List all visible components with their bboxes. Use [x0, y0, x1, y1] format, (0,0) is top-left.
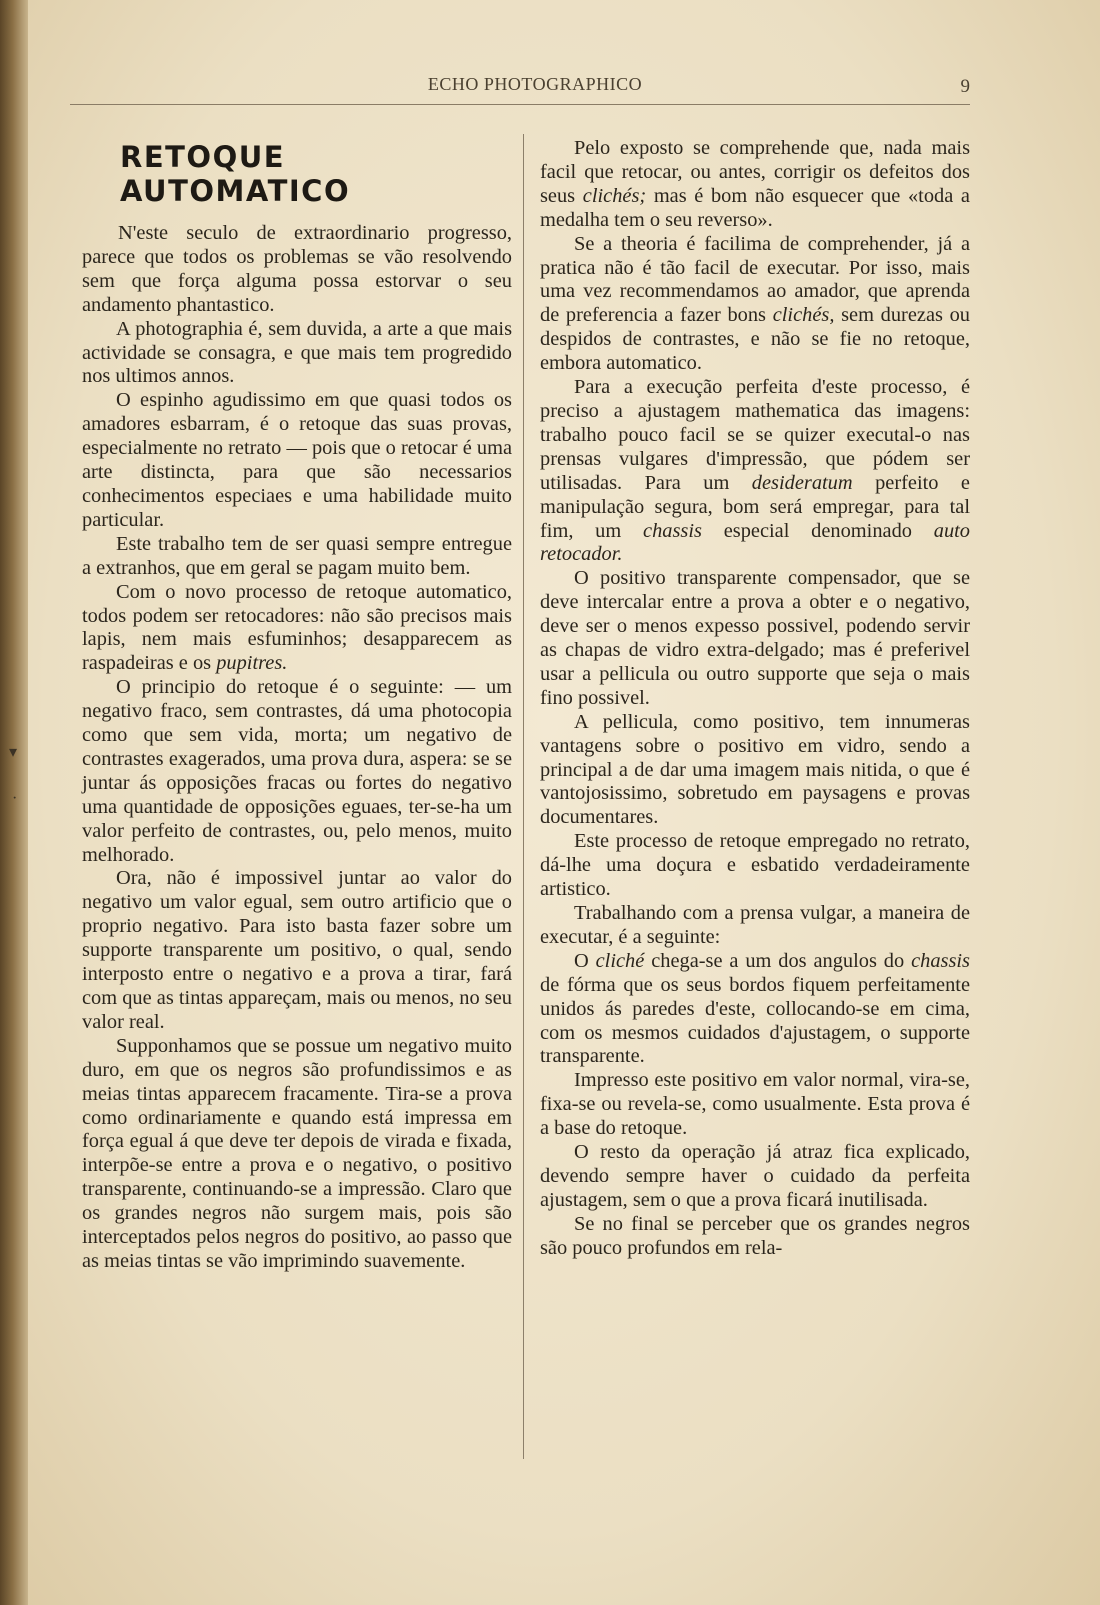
- italic-term: chassis: [911, 949, 970, 972]
- paragraph: A pellicula, como positivo, tem innumeras vantagens sobre o positivo em vidro, sendo a principal a de dar uma imagem mais nitida, o que é vantojosissimo, sobretudo em paysagens e provas documentares.: [540, 710, 970, 829]
- page-header: [100, 70, 970, 100]
- paragraph: [540, 233, 970, 376]
- paragraph: O espinho agudissimo em que quasi todos os amadores esbarram, é o retoque das suas provas, especialmente no retrato — pois que o retocar é uma arte distincta, para que são necessarios conhecimentos especiaes e uma habilidade muito particular.: [82, 389, 512, 531]
- paragraph-text: Para a execução perfeita d'este processo, é preciso a ajustagem mathematica das imagens: trabalho pouco facil se se quizer executal-o nas prensas vulgares d'impressão, que pódem ser utilisadas. Para um: [540, 376, 970, 494]
- paragraph-text: Se a theoria é facilima de comprehender, já a pratica não é tão facil de executar. Por isso, mais uma vez recommendamos ao amador, que aprenda de preferencia a fazer bons: [540, 232, 970, 327]
- left-column: [82, 134, 512, 1274]
- running-title: ECHO PHOTOGRAPHICO: [427, 74, 643, 94]
- paragraph: Trabalhando com a prensa vulgar, a maneira de executar, é a seguinte:: [540, 902, 970, 948]
- paragraph: Impresso este positivo em valor normal, vira-se, fixa-se ou revela-se, como usualmente. Esta prova é a base do retoque.: [540, 1069, 970, 1140]
- paragraph: N'este seculo de extraordinario progresso, parece que todos os problemas se vão resolvendo sem que força alguma possa estorvar o seu andamento phantastico.: [82, 222, 512, 316]
- margin-ink-mark: ▾: [9, 744, 18, 761]
- paragraph-text: chega-se a um dos angulos do: [651, 949, 905, 972]
- italic-term: cliché: [595, 949, 645, 972]
- italic-term: pupitres.: [216, 652, 288, 675]
- italic-term: clichés,: [772, 304, 835, 327]
- paragraph: [540, 376, 970, 567]
- page-number: 9: [960, 76, 970, 97]
- paragraph: Se no final se perceber que os grandes negros são pouco profundos em rela-: [540, 1212, 970, 1259]
- paragraph: [540, 950, 970, 1070]
- column-divider: [523, 134, 524, 1459]
- paragraph-text: mas é bom não esquecer que «toda a medalha tem o seu reverso».: [540, 184, 970, 231]
- paragraph: O resto da operação já atraz fica explicado, devendo sempre haver o cuidado da perfeita ajustagem, sem o que a prova ficará inutilisada.: [540, 1141, 970, 1211]
- paragraph-text: Pelo exposto se comprehende que, nada mais facil que retocar, ou antes, corrigir os defeitos dos seus: [540, 137, 970, 207]
- italic-term: clichés;: [582, 184, 647, 207]
- paragraph-text: perfeito e manipulação segura, bom será empregar, para tal fim, um: [540, 471, 970, 542]
- paragraph: Ora, não é impossivel juntar ao valor do negativo um valor egual, sem outro artificio que o proprio negativo. Para isto basta fazer sobre um supporte transparente um positivo, o qual, sendo interposto entre o negativo e a prova a tirar, fará com que as tintas appareçam, mais ou menos, no seu valor real.: [82, 867, 512, 1033]
- paragraph: O principio do retoque é o seguinte: — um negativo fraco, sem contrastes, dá uma photocopia como que sem vida, morta; um negativo de contrastes exagerados, uma prova dura, aspera: se se juntar ás opposições fracas ou fortes do negativo uma quantidade de opposições eguaes, ter-se-ha um valor perfeito de contrastes, ou, pelo menos, muito melhorado.: [82, 676, 512, 866]
- paragraph: Este trabalho tem de ser quasi sempre entregue a extranhos, que em geral se pagam muito bem.: [82, 532, 512, 579]
- header-rule: [70, 104, 970, 105]
- right-column: [540, 137, 970, 1261]
- paragraph: Supponhamos que se possue um negativo muito duro, em que os negros são profundissimos e as meias tintas apparecem fracamente. Tira-se a prova como ordinariamente e quando está impressa em força egual á que deve ter depois de virada e fixada, interpõe-se entre a prova e o negativo, o positivo transparente, continuando-se a impressão. Claro que os grandes negros não surgem mais, pois são interceptados pelos negros do positivo, ao passo que as meias tintas se vão imprimindo suavemente.: [82, 1034, 512, 1272]
- italic-term: desideratum: [751, 471, 853, 494]
- italic-term: auto retocador.: [540, 519, 971, 566]
- italic-term: chassis: [643, 519, 702, 542]
- paragraph: A photographia é, sem duvida, a arte a que mais actividade se consagra, e que mais tem progredido nos ultimos annos.: [82, 317, 512, 388]
- paragraph: O positivo transparente compensador, que se deve intercalar entre a prova a obter e o negativo, deve ser o menos expesso possivel, podendo servir as chapas de vidro extra-delgado; mas é preferivel usar a pellicula ou outro supporte que seja o mais fino possivel.: [540, 567, 970, 709]
- paragraph: [82, 581, 512, 677]
- paragraph-text: Com o novo processo de retoque automatico, todos podem ser retocadores: não são precisos mais lapis, nem mais esfuminhos; desapparecem as raspadeiras e os: [82, 580, 512, 675]
- paragraph-text: O: [574, 949, 589, 972]
- paragraph-text: de fórma que os seus bordos fiquem perfeitamente unidos ás paredes d'este, collocando-se em cima, com os mesmos cuidados d'ajustagem, o supporte transparente.: [540, 973, 970, 1068]
- paragraph: [540, 137, 970, 233]
- article-title: RETOQUE AUTOMATICO: [120, 140, 351, 208]
- margin-ink-mark: ·: [12, 790, 18, 807]
- paragraph-text: especial denominado: [723, 519, 912, 542]
- paragraph: Este processo de retoque empregado no retrato, dá-lhe uma doçura e esbatido verdadeiramente artistico.: [540, 830, 970, 901]
- paragraph-text: sem durezas ou despidos de contrastes, e não se fie no retoque, embora automatico.: [540, 304, 971, 375]
